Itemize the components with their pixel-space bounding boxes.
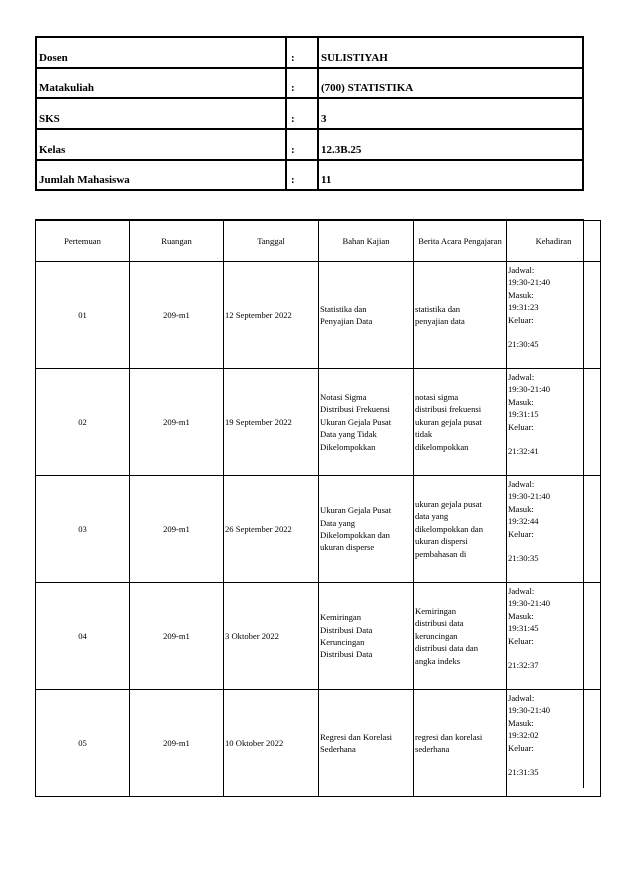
cell-line: distribusi data xyxy=(415,618,464,629)
meeting-room: 209-m1 xyxy=(130,690,224,797)
cell-line: distribusi frekuensi xyxy=(415,404,482,415)
attendance-schedule: 19:30-21:40 xyxy=(508,384,551,395)
meeting-room: 209-m1 xyxy=(130,476,224,583)
cell-line: dikelompokkan dan xyxy=(415,523,484,534)
meeting-number: 03 xyxy=(36,476,130,583)
cell-line: Kemiringan xyxy=(415,605,457,616)
cell-line: Data yang xyxy=(320,517,356,528)
meeting-report xyxy=(414,369,507,476)
info-label: Matakuliah xyxy=(36,68,286,99)
header-ruangan: Ruangan xyxy=(130,221,224,262)
attendance-out: 21:31:35 xyxy=(508,767,539,778)
attendance-out-label: Keluar: xyxy=(508,314,534,325)
attendance-schedule-label: Jadwal: xyxy=(508,372,535,382)
attendance-gap xyxy=(508,647,599,659)
meeting-topic xyxy=(319,690,414,797)
attendance-in-label: Masuk: xyxy=(508,396,534,407)
cell-line: Ukuran Gejala Pusat xyxy=(320,505,392,516)
meeting-number: 04 xyxy=(36,583,130,690)
cell-line: Distribusi Frekuensi xyxy=(320,404,390,415)
cell-line: Data yang Tidak xyxy=(320,429,377,440)
attendance-schedule-label: Jadwal: xyxy=(508,265,535,275)
info-value: 12.3B.25 xyxy=(318,129,583,160)
attendance-out-label: Keluar: xyxy=(508,635,534,646)
meeting-row xyxy=(36,476,601,583)
cell-line: pembahasan di xyxy=(415,548,467,559)
attendance-in: 19:32:02 xyxy=(508,730,539,741)
meeting-row xyxy=(36,583,601,690)
cell-line: ukuran dispersi xyxy=(415,536,468,547)
header-kehadiran: Kehadiran xyxy=(507,221,601,262)
cell-line: ukuran gejala pusat xyxy=(415,498,482,509)
cell-line: data yang xyxy=(415,511,449,522)
attendance-in-label: Masuk: xyxy=(508,610,534,621)
meeting-topic xyxy=(319,262,414,369)
info-colon: : xyxy=(286,68,318,99)
info-row xyxy=(36,37,583,68)
info-row xyxy=(36,160,583,191)
attendance-in: 19:31:45 xyxy=(508,623,539,634)
header-pertemuan: Pertemuan xyxy=(36,221,130,262)
meeting-attendance xyxy=(507,583,601,690)
cell-line: ukuran disperse xyxy=(320,542,375,553)
attendance-schedule-label: Jadwal: xyxy=(508,693,535,703)
cell-line: Kemiringan xyxy=(320,612,362,623)
attendance-out: 21:32:41 xyxy=(508,446,539,457)
meeting-room: 209-m1 xyxy=(130,262,224,369)
cell-line: keruncingan xyxy=(415,630,458,641)
meeting-row xyxy=(36,690,601,797)
attendance-out-label: Keluar: xyxy=(508,528,534,539)
cell-line: distribusi data dan xyxy=(415,643,479,654)
meeting-topic xyxy=(319,476,414,583)
info-colon: : xyxy=(286,37,318,68)
meeting-date: 10 Oktober 2022 xyxy=(224,690,319,797)
header-bahan-kajian: Bahan Kajian xyxy=(319,221,414,262)
attendance-in-label: Masuk: xyxy=(508,289,534,300)
cell-line: penyajian data xyxy=(415,316,465,326)
cell-line: Sederhana xyxy=(320,744,356,754)
attendance-schedule: 19:30-21:40 xyxy=(508,705,551,716)
info-row xyxy=(36,129,583,160)
course-info-table xyxy=(35,36,584,191)
meetings-header-row xyxy=(36,221,601,262)
info-colon: : xyxy=(286,98,318,129)
cell-line: ukuran gejala pusat xyxy=(415,416,482,427)
attendance-gap xyxy=(508,540,599,552)
cell-line: dikelompokkan xyxy=(415,441,469,452)
attendance-in-label: Masuk: xyxy=(508,717,534,728)
cell-line: Dikelompokkan dan xyxy=(320,530,390,540)
attendance-in-label: Masuk: xyxy=(508,503,534,514)
attendance-schedule: 19:30-21:40 xyxy=(508,598,551,609)
attendance-gap xyxy=(508,326,599,338)
info-colon: : xyxy=(286,160,318,191)
info-label: SKS xyxy=(36,98,286,129)
attendance-out-label: Keluar: xyxy=(508,742,534,753)
meeting-row xyxy=(36,262,601,369)
attendance-in: 19:31:15 xyxy=(508,409,539,420)
meetings-table xyxy=(35,220,601,797)
cell-line: notasi sigma xyxy=(415,391,459,402)
cell-line: Distribusi Data xyxy=(320,624,373,635)
attendance-gap xyxy=(508,433,599,445)
cell-line: Distribusi Data xyxy=(320,649,373,660)
attendance-schedule: 19:30-21:40 xyxy=(508,277,551,288)
meeting-room: 209-m1 xyxy=(130,583,224,690)
info-value: SULISTIYAH xyxy=(318,37,583,68)
meeting-number: 02 xyxy=(36,369,130,476)
meeting-report xyxy=(414,690,507,797)
meeting-topic xyxy=(319,583,414,690)
info-label: Dosen xyxy=(36,37,286,68)
meeting-attendance xyxy=(507,262,601,369)
cell-line: regresi dan korelasi xyxy=(415,731,483,742)
meeting-attendance xyxy=(507,476,601,583)
meeting-date: 12 September 2022 xyxy=(224,262,319,369)
header-berita-acara: Berita Acara Pengajaran xyxy=(414,221,507,262)
cell-line: Ukuran Gejala Pusat xyxy=(320,416,392,427)
info-row xyxy=(36,98,583,129)
attendance-gap xyxy=(508,754,599,766)
cell-line: sederhana xyxy=(415,744,450,754)
cell-line: Keruncingan xyxy=(320,637,365,647)
meeting-attendance xyxy=(507,690,601,797)
info-value: (700) STATISTIKA xyxy=(318,68,583,99)
meeting-number: 05 xyxy=(36,690,130,797)
meeting-date: 3 Oktober 2022 xyxy=(224,583,319,690)
meeting-report xyxy=(414,583,507,690)
meeting-row xyxy=(36,369,601,476)
meeting-report xyxy=(414,262,507,369)
attendance-schedule-label: Jadwal: xyxy=(508,479,535,489)
cell-line: Dikelompokkan xyxy=(320,441,376,452)
meeting-room: 209-m1 xyxy=(130,369,224,476)
attendance-out: 21:32:37 xyxy=(508,660,539,671)
info-label: Kelas xyxy=(36,129,286,160)
cell-line: Regresi dan Korelasi xyxy=(320,731,393,742)
attendance-in: 19:31:23 xyxy=(508,302,539,313)
meeting-attendance xyxy=(507,369,601,476)
info-value: 11 xyxy=(318,160,583,191)
cell-line: Penyajian Data xyxy=(320,316,373,326)
meeting-date: 19 September 2022 xyxy=(224,369,319,476)
cell-line: Statistika dan xyxy=(320,303,367,314)
info-row xyxy=(36,68,583,99)
meeting-number: 01 xyxy=(36,262,130,369)
attendance-in: 19:32:44 xyxy=(508,516,539,527)
info-colon: : xyxy=(286,129,318,160)
attendance-out: 21:30:35 xyxy=(508,553,539,564)
attendance-schedule: 19:30-21:40 xyxy=(508,491,551,502)
cell-line: statistika dan xyxy=(415,303,461,314)
info-value: 3 xyxy=(318,98,583,129)
meeting-date: 26 September 2022 xyxy=(224,476,319,583)
attendance-schedule-label: Jadwal: xyxy=(508,586,535,596)
cell-line: angka indeks xyxy=(415,655,461,666)
attendance-out: 21:30:45 xyxy=(508,339,539,350)
cell-line: Notasi Sigma xyxy=(320,391,367,402)
header-tanggal: Tanggal xyxy=(224,221,319,262)
meeting-topic xyxy=(319,369,414,476)
cell-line: tidak xyxy=(415,429,433,440)
attendance-out-label: Keluar: xyxy=(508,421,534,432)
meeting-report xyxy=(414,476,507,583)
info-label: Jumlah Mahasiswa xyxy=(36,160,286,191)
